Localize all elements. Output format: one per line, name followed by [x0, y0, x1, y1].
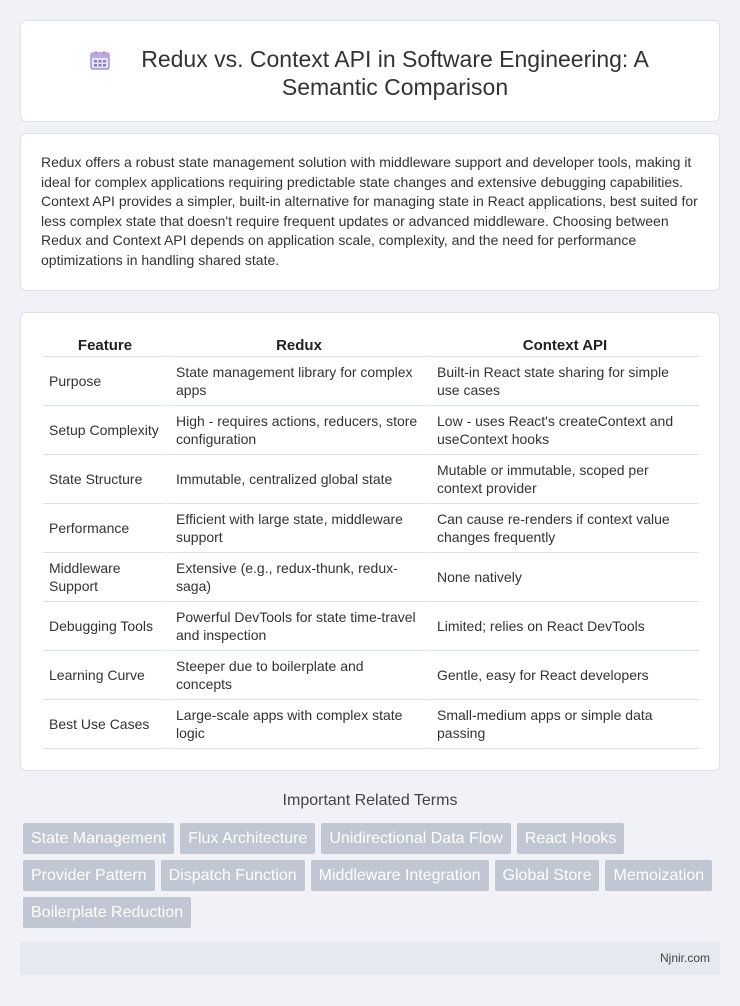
cell-redux: Large-scale apps with complex state logic: [167, 700, 428, 749]
cell-context-api: Built-in React state sharing for simple use cases: [428, 357, 699, 406]
table-row: [43, 504, 699, 553]
footer-site-link[interactable]: Njnir.com: [659, 951, 710, 965]
intro-paragraph: Redux offers a robust state management solution with middleware support and developer tools, making it ideal for complex applications requiring predictable state changes and extensive debugging capabilities. Context API provides a simpler, built-in alternative for managing state in React applications, best suited for less complex state that doesn't require frequent updates or advanced middleware. Choosing between Redux and Context API depends on application scale, complexity, and the need for performance optimizations in handling shared state.: [41, 154, 698, 268]
cell-context-api: Low - uses React's createContext and useContext hooks: [428, 406, 699, 455]
tag-unidirectional-data-flow[interactable]: Unidirectional Data Flow: [321, 823, 510, 854]
comparison-table-card: [20, 312, 720, 771]
cell-context-api: Can cause re-renders if context value changes frequently: [428, 504, 699, 553]
cell-redux: Immutable, centralized global state: [167, 455, 428, 504]
related-terms-tags: [23, 823, 723, 934]
cell-feature: Purpose: [43, 357, 167, 406]
cell-context-api: Gentle, easy for React developers: [428, 651, 699, 700]
cell-redux: State management library for complex apps: [167, 357, 428, 406]
header-feature: Feature: [43, 334, 167, 357]
tag-dispatch-function[interactable]: Dispatch Function: [161, 860, 305, 891]
tag-memoization[interactable]: Memoization: [605, 860, 712, 891]
related-terms-heading: Important Related Terms: [282, 792, 458, 809]
footer: [20, 942, 720, 975]
tag-provider-pattern[interactable]: Provider Pattern: [23, 860, 155, 891]
header-context-api: Context API: [428, 334, 699, 357]
comparison-table: [43, 334, 699, 749]
header-redux: Redux: [167, 334, 428, 357]
page-title: Redux vs. Context API in Software Engineering: A Semantic Comparison: [141, 46, 649, 100]
tag-react-hooks[interactable]: React Hooks: [517, 823, 625, 854]
cell-feature: Setup Complexity: [43, 406, 167, 455]
cell-feature: Learning Curve: [43, 651, 167, 700]
table-row: [43, 553, 699, 602]
tag-global-store[interactable]: Global Store: [495, 860, 600, 891]
cell-redux: Efficient with large state, middleware support: [167, 504, 428, 553]
cell-feature: Best Use Cases: [43, 700, 167, 749]
cell-feature: Performance: [43, 504, 167, 553]
cell-context-api: Limited; relies on React DevTools: [428, 602, 699, 651]
table-row: [43, 700, 699, 749]
cell-feature: Debugging Tools: [43, 602, 167, 651]
intro-card: [20, 133, 720, 291]
table-header-row: [43, 334, 699, 357]
table-row: [43, 455, 699, 504]
table-row: [43, 651, 699, 700]
cell-context-api: Mutable or immutable, scoped per context provider: [428, 455, 699, 504]
tag-state-management[interactable]: State Management: [23, 823, 174, 854]
tag-flux-architecture[interactable]: Flux Architecture: [180, 823, 315, 854]
cell-redux: Steeper due to boilerplate and concepts: [167, 651, 428, 700]
table-row: [43, 406, 699, 455]
cell-redux: High - requires actions, reducers, store configuration: [167, 406, 428, 455]
cell-redux: Extensive (e.g., redux-thunk, redux-saga): [167, 553, 428, 602]
cell-feature: State Structure: [43, 455, 167, 504]
tag-middleware-integration[interactable]: Middleware Integration: [311, 860, 489, 891]
cell-redux: Powerful DevTools for state time-travel and inspection: [167, 602, 428, 651]
cell-context-api: None natively: [428, 553, 699, 602]
tag-boilerplate-reduction[interactable]: Boilerplate Reduction: [23, 897, 191, 928]
cell-context-api: Small-medium apps or simple data passing: [428, 700, 699, 749]
table-row: [43, 357, 699, 406]
cell-feature: Middleware Support: [43, 553, 167, 602]
table-row: [43, 602, 699, 651]
title-card: [20, 20, 720, 122]
